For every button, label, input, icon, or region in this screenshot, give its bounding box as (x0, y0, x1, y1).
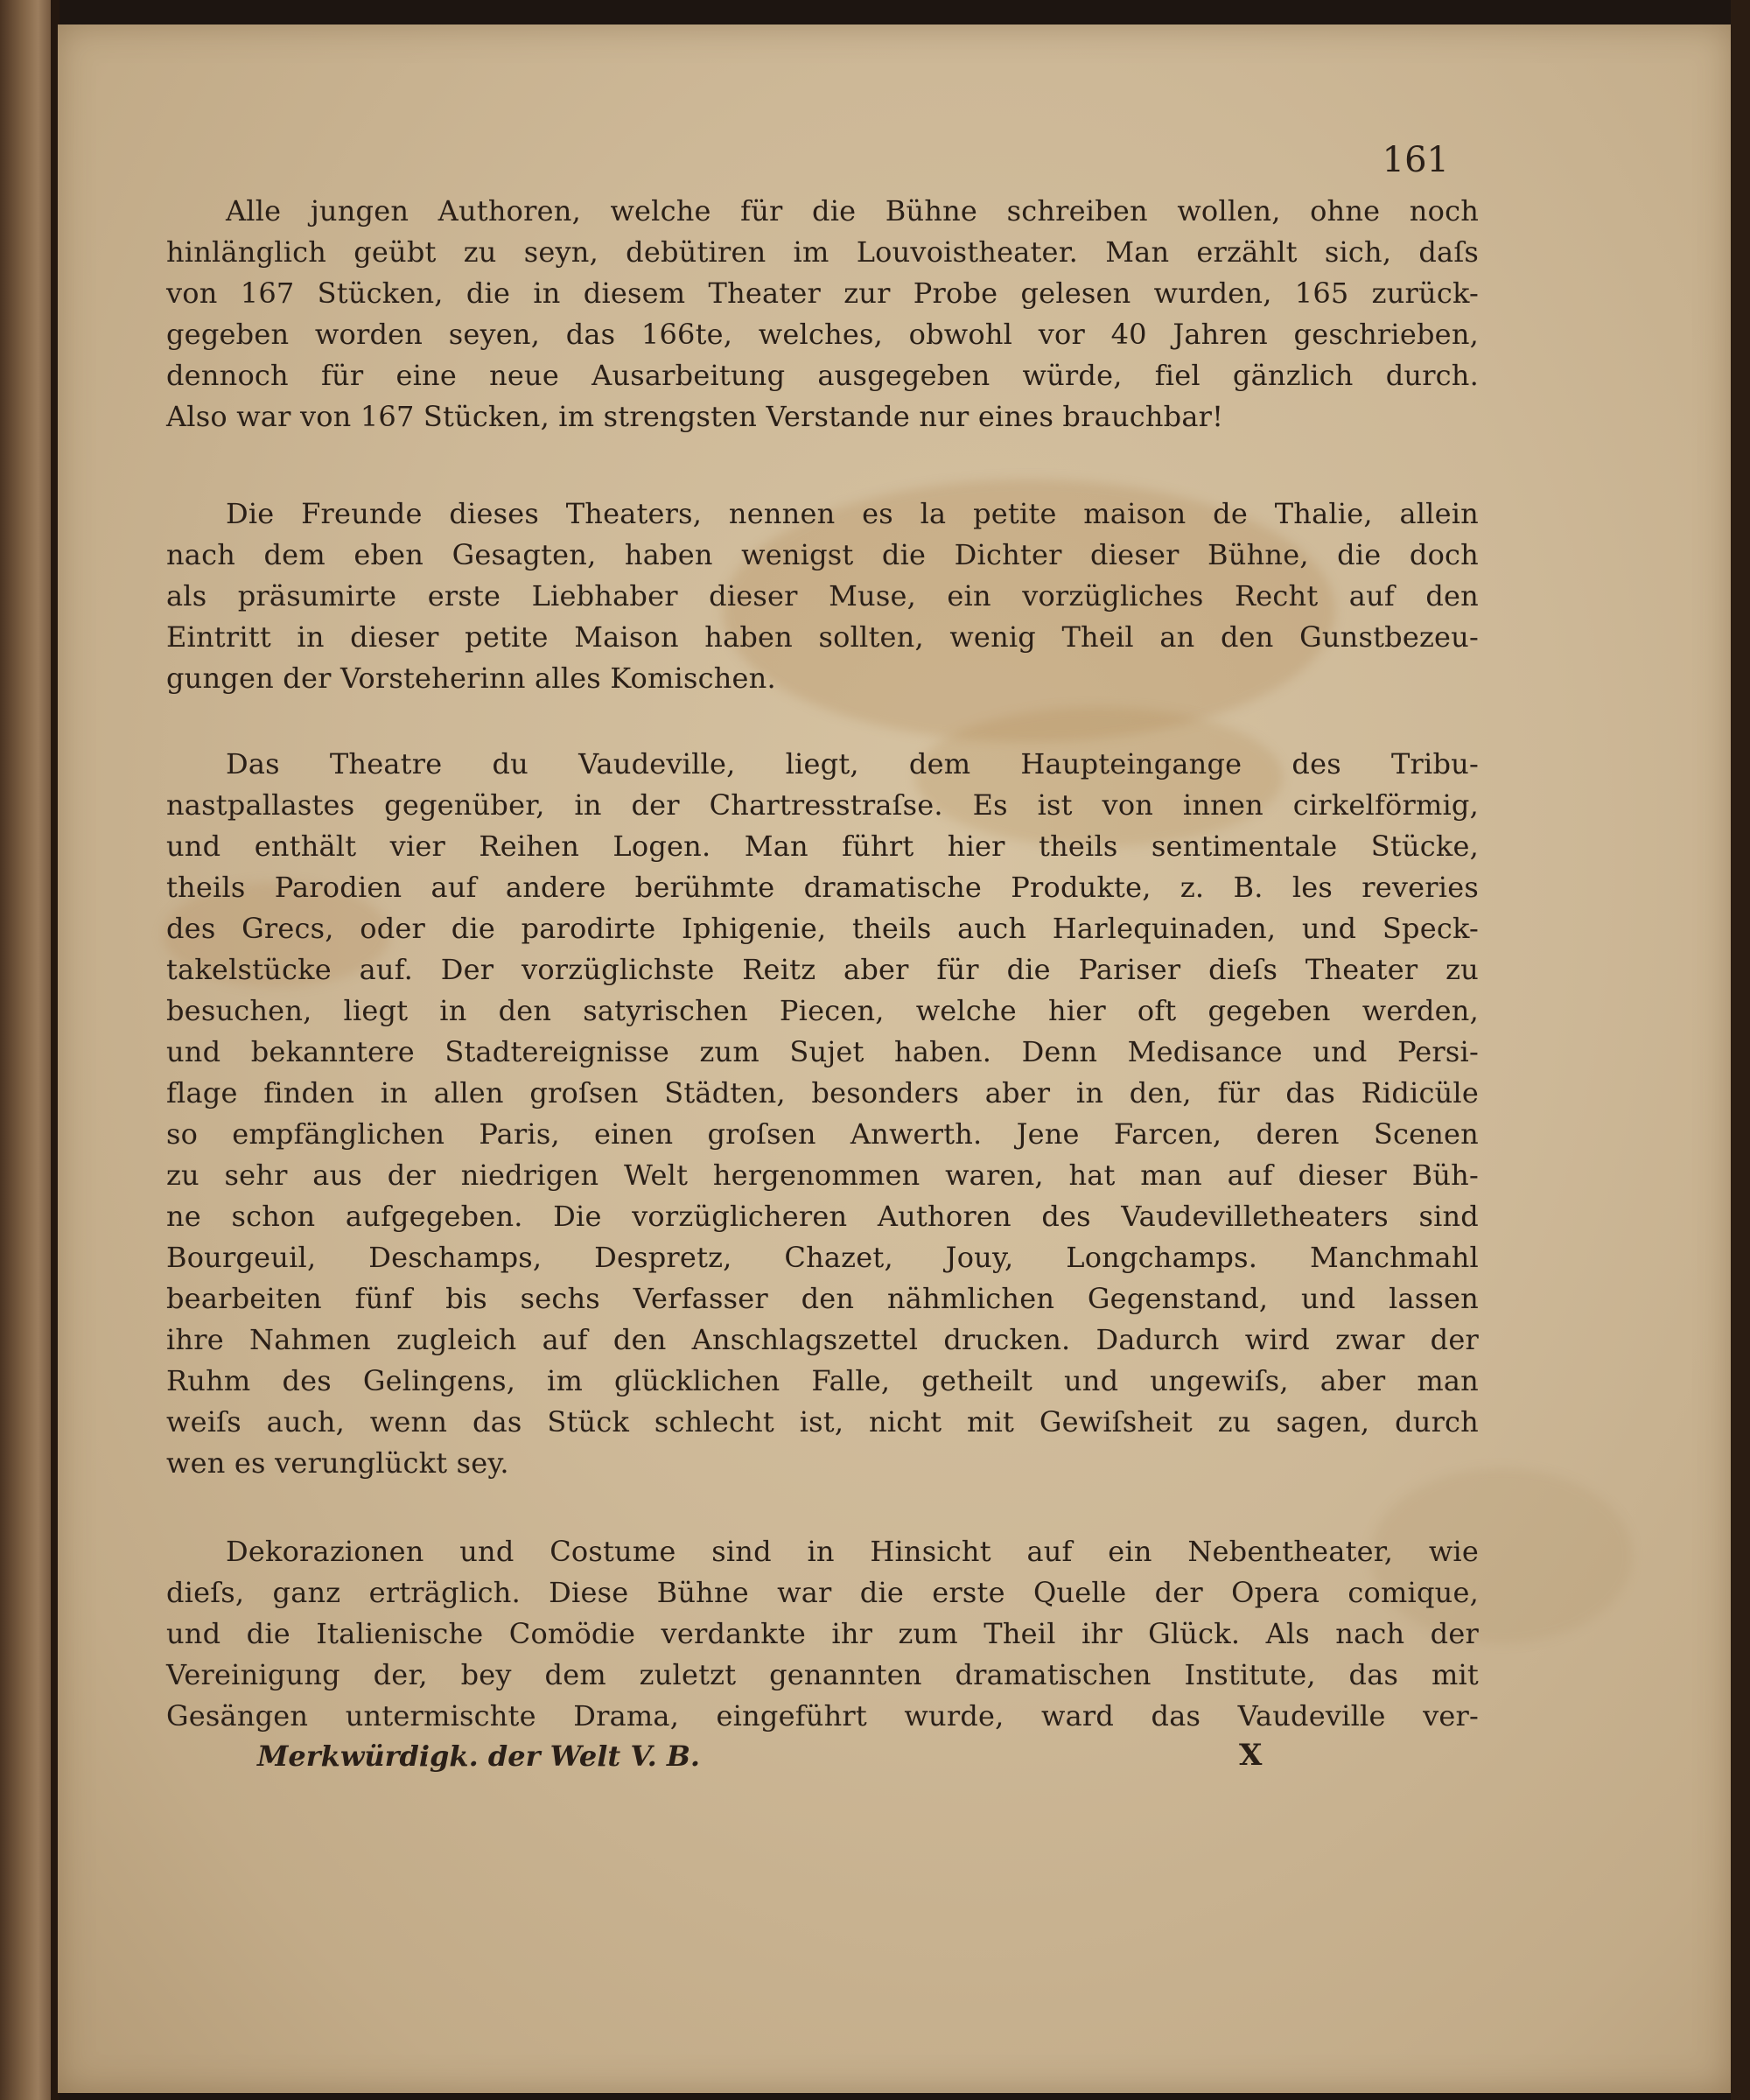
paragraph-dekorazionen (166, 1531, 1479, 1737)
text-line: Die Freunde dieses Theaters, nennen es la petite maison de Thalie, allein (226, 497, 1479, 530)
page-number: 161 (1382, 140, 1449, 180)
text-line: weiſs auch, wenn das Stück schlecht ist, nicht mit Gewiſsheit zu sagen, durch (166, 1405, 1479, 1438)
text-line: dennoch für eine neue Ausarbeitung ausgegeben würde, fiel gänzlich durch. (166, 359, 1479, 392)
running-title-footer: Merkwürdigk. der Welt V. B. (257, 1740, 701, 1773)
text-line: und enthält vier Reihen Logen. Man führt hier theils sentimentale Stücke, (166, 830, 1479, 863)
previous-page-edge (0, 0, 54, 2100)
text-line: nastpallastes gegenüber, in der Chartresstraſse. Es ist von innen cirkelförmig, (166, 788, 1479, 822)
text-line: Ruhm des Gelingens, im glücklichen Falle, getheilt und ungewiſs, aber man (166, 1364, 1479, 1397)
text-line: nach dem eben Gesagten, haben wenigst die Dichter dieser Bühne, die doch (166, 538, 1479, 571)
text-line: Alle jungen Authoren, welche für die Bühne schreiben wollen, ohne noch (226, 194, 1479, 228)
text-line: Also war von 167 Stücken, im strengsten Verstande nur eines brauchbar! (166, 400, 1224, 433)
text-line: ihre Nahmen zugleich auf den Anschlagszettel drucken. Dadurch wird zwar der (166, 1323, 1479, 1356)
text-line: besuchen, liegt in den satyrischen Piecen, welche hier oft gegeben werden, (166, 994, 1479, 1027)
text-line: gungen der Vorsteherinn alles Komischen. (166, 662, 776, 695)
text-line: Gesängen untermischte Drama, eingeführt wurde, ward das Vaudeville ver- (166, 1699, 1479, 1732)
text-line: hinlänglich geübt zu seyn, debütiren im Louvoistheater. Man erzählt sich, daſs (166, 235, 1479, 269)
text-line: wen es verunglückt sey. (166, 1446, 509, 1480)
text-line: Vereinigung der, bey dem zuletzt genannten dramatischen Institute, das mit (166, 1658, 1479, 1691)
text-line: theils Parodien auf andere berühmte dramatische Produkte, z. B. les reveries (166, 871, 1479, 904)
text-line: takelstücke auf. Der vorzüglichste Reitz aber für die Pariser dieſs Theater zu (166, 953, 1479, 986)
text-line: gegeben worden seyen, das 166te, welches, obwohl vor 40 Jahren geschrieben, (166, 318, 1479, 351)
text-line: Bourgeuil, Deschamps, Despretz, Chazet, Jouy, Longchamps. Manchmahl (166, 1241, 1479, 1274)
text-line: dieſs, ganz erträglich. Diese Bühne war die erste Quelle der Opera comique, (166, 1576, 1479, 1609)
text-line: Eintritt in dieser petite Maison haben sollten, wenig Theil an den Gunstbezeu- (166, 620, 1479, 654)
text-line: des Grecs, oder die parodirte Iphigenie, theils auch Harlequinaden, und Speck- (166, 912, 1479, 945)
paragraph-louvois-theater (166, 191, 1479, 438)
text-line: flage finden in allen groſsen Städten, besonders aber in den, für das Ridicüle (166, 1076, 1479, 1110)
text-line: Das Theatre du Vaudeville, liegt, dem Haupteingange des Tribu- (226, 747, 1479, 780)
text-line: zu sehr aus der niedrigen Welt hergenommen waren, hat man auf dieser Büh- (166, 1158, 1479, 1192)
text-line: von 167 Stücken, die in diesem Theater zur Probe gelesen wurden, 165 zurück- (166, 276, 1479, 310)
text-line: als präsumirte erste Liebhaber dieser Muse, ein vorzügliches Recht auf den (166, 579, 1479, 612)
text-line: und die Italienische Comödie verdankte ihr zum Theil ihr Glück. Als nach der (166, 1617, 1479, 1650)
text-line: Dekorazionen und Costume sind in Hinsicht auf ein Nebentheater, wie (226, 1535, 1479, 1568)
text-line: und bekanntere Stadtereignisse zum Sujet haben. Denn Medisance und Persi- (166, 1035, 1479, 1068)
text-line: ne schon aufgegeben. Die vorzüglicheren Authoren des Vaudevilletheaters sind (166, 1200, 1479, 1233)
text-line: bearbeiten fünf bis sechs Verfasser den nähmlichen Gegenstand, und lassen (166, 1282, 1479, 1315)
paragraph-petite-maison (166, 494, 1479, 699)
paragraph-theatre-du-vaudeville (166, 744, 1479, 1484)
text-line: so empfänglichen Paris, einen groſsen Anwerth. Jene Farcen, deren Scenen (166, 1117, 1479, 1151)
page-sheet (58, 24, 1731, 2093)
signature-mark: X (1239, 1738, 1263, 1773)
scan-right-edge (1731, 0, 1750, 2100)
